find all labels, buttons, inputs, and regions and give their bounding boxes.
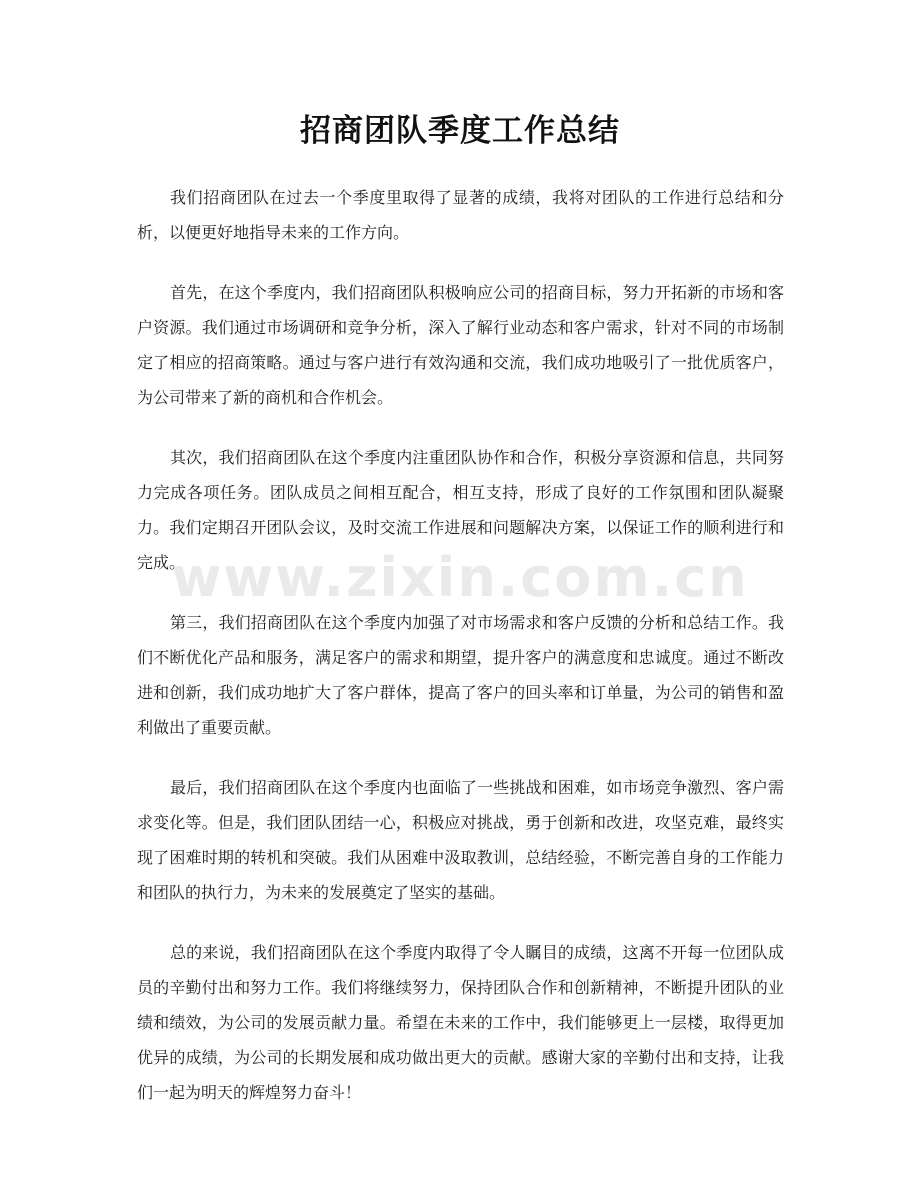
paragraph-intro: 我们招商团队在过去一个季度里取得了显著的成绩，我将对团队的工作进行总结和分析，以便更好地指导未来的工作方向。	[137, 188, 784, 242]
paragraph-second: 其次，我们招商团队在这个季度内注重团队协作和合作，积极分享资源和信息，共同努力完成各项任务。团队成员之间相互配合，相互支持，形成了良好的工作氛围和团队凝聚力。我们定期召开团队会议，及时交流工作进展和问题解决方案，以保证工作的顺利进行和完成。	[137, 448, 784, 572]
paragraph-conclusion: 总的来说，我们招商团队在这个季度内取得了令人瞩目的成绩，这离不开每一位团队成员的辛勤付出和努力工作。我们将继续努力，保持团队合作和创新精神，不断提升团队的业绩和绩效，为公司的发展贡献力量。希望在未来的工作中，我们能够更上一层楼，取得更加优异的成绩，为公司的长期发展和成功做出更大的贡献。感谢大家的辛勤付出和支持，让我们一起为明天的辉煌努力奋斗！	[137, 943, 784, 1102]
watermark: www.zixin.com.cn	[171, 546, 749, 609]
paragraph-first: 首先，在这个季度内，我们招商团队积极响应公司的招商目标，努力开拓新的市场和客户资源。我们通过市场调研和竞争分析，深入了解行业动态和客户需求，针对不同的市场制定了相应的招商策略。通过与客户进行有效沟通和交流，我们成功地吸引了一批优质客户，为公司带来了新的商机和合作机会。	[137, 283, 784, 407]
document-body	[137, 180, 784, 1135]
document-title: 招商团队季度工作总结	[300, 113, 620, 149]
paragraph-third: 第三，我们招商团队在这个季度内加强了对市场需求和客户反馈的分析和总结工作。我们不断优化产品和服务，满足客户的需求和期望，提升客户的满意度和忠诚度。通过不断改进和创新，我们成功地扩大了客户群体，提高了客户的回头率和订单量，为公司的销售和盈利做出了重要贡献。	[137, 613, 784, 737]
paragraph-last: 最后，我们招商团队在这个季度内也面临了一些挑战和困难，如市场竞争激烈、客户需求变化等。但是，我们团队团结一心，积极应对挑战，勇于创新和改进，攻坚克难，最终实现了困难时期的转机和突破。我们从困难中汲取教训，总结经验，不断完善自身的工作能力和团队的执行力，为未来的发展奠定了坚实的基础。	[137, 778, 784, 902]
